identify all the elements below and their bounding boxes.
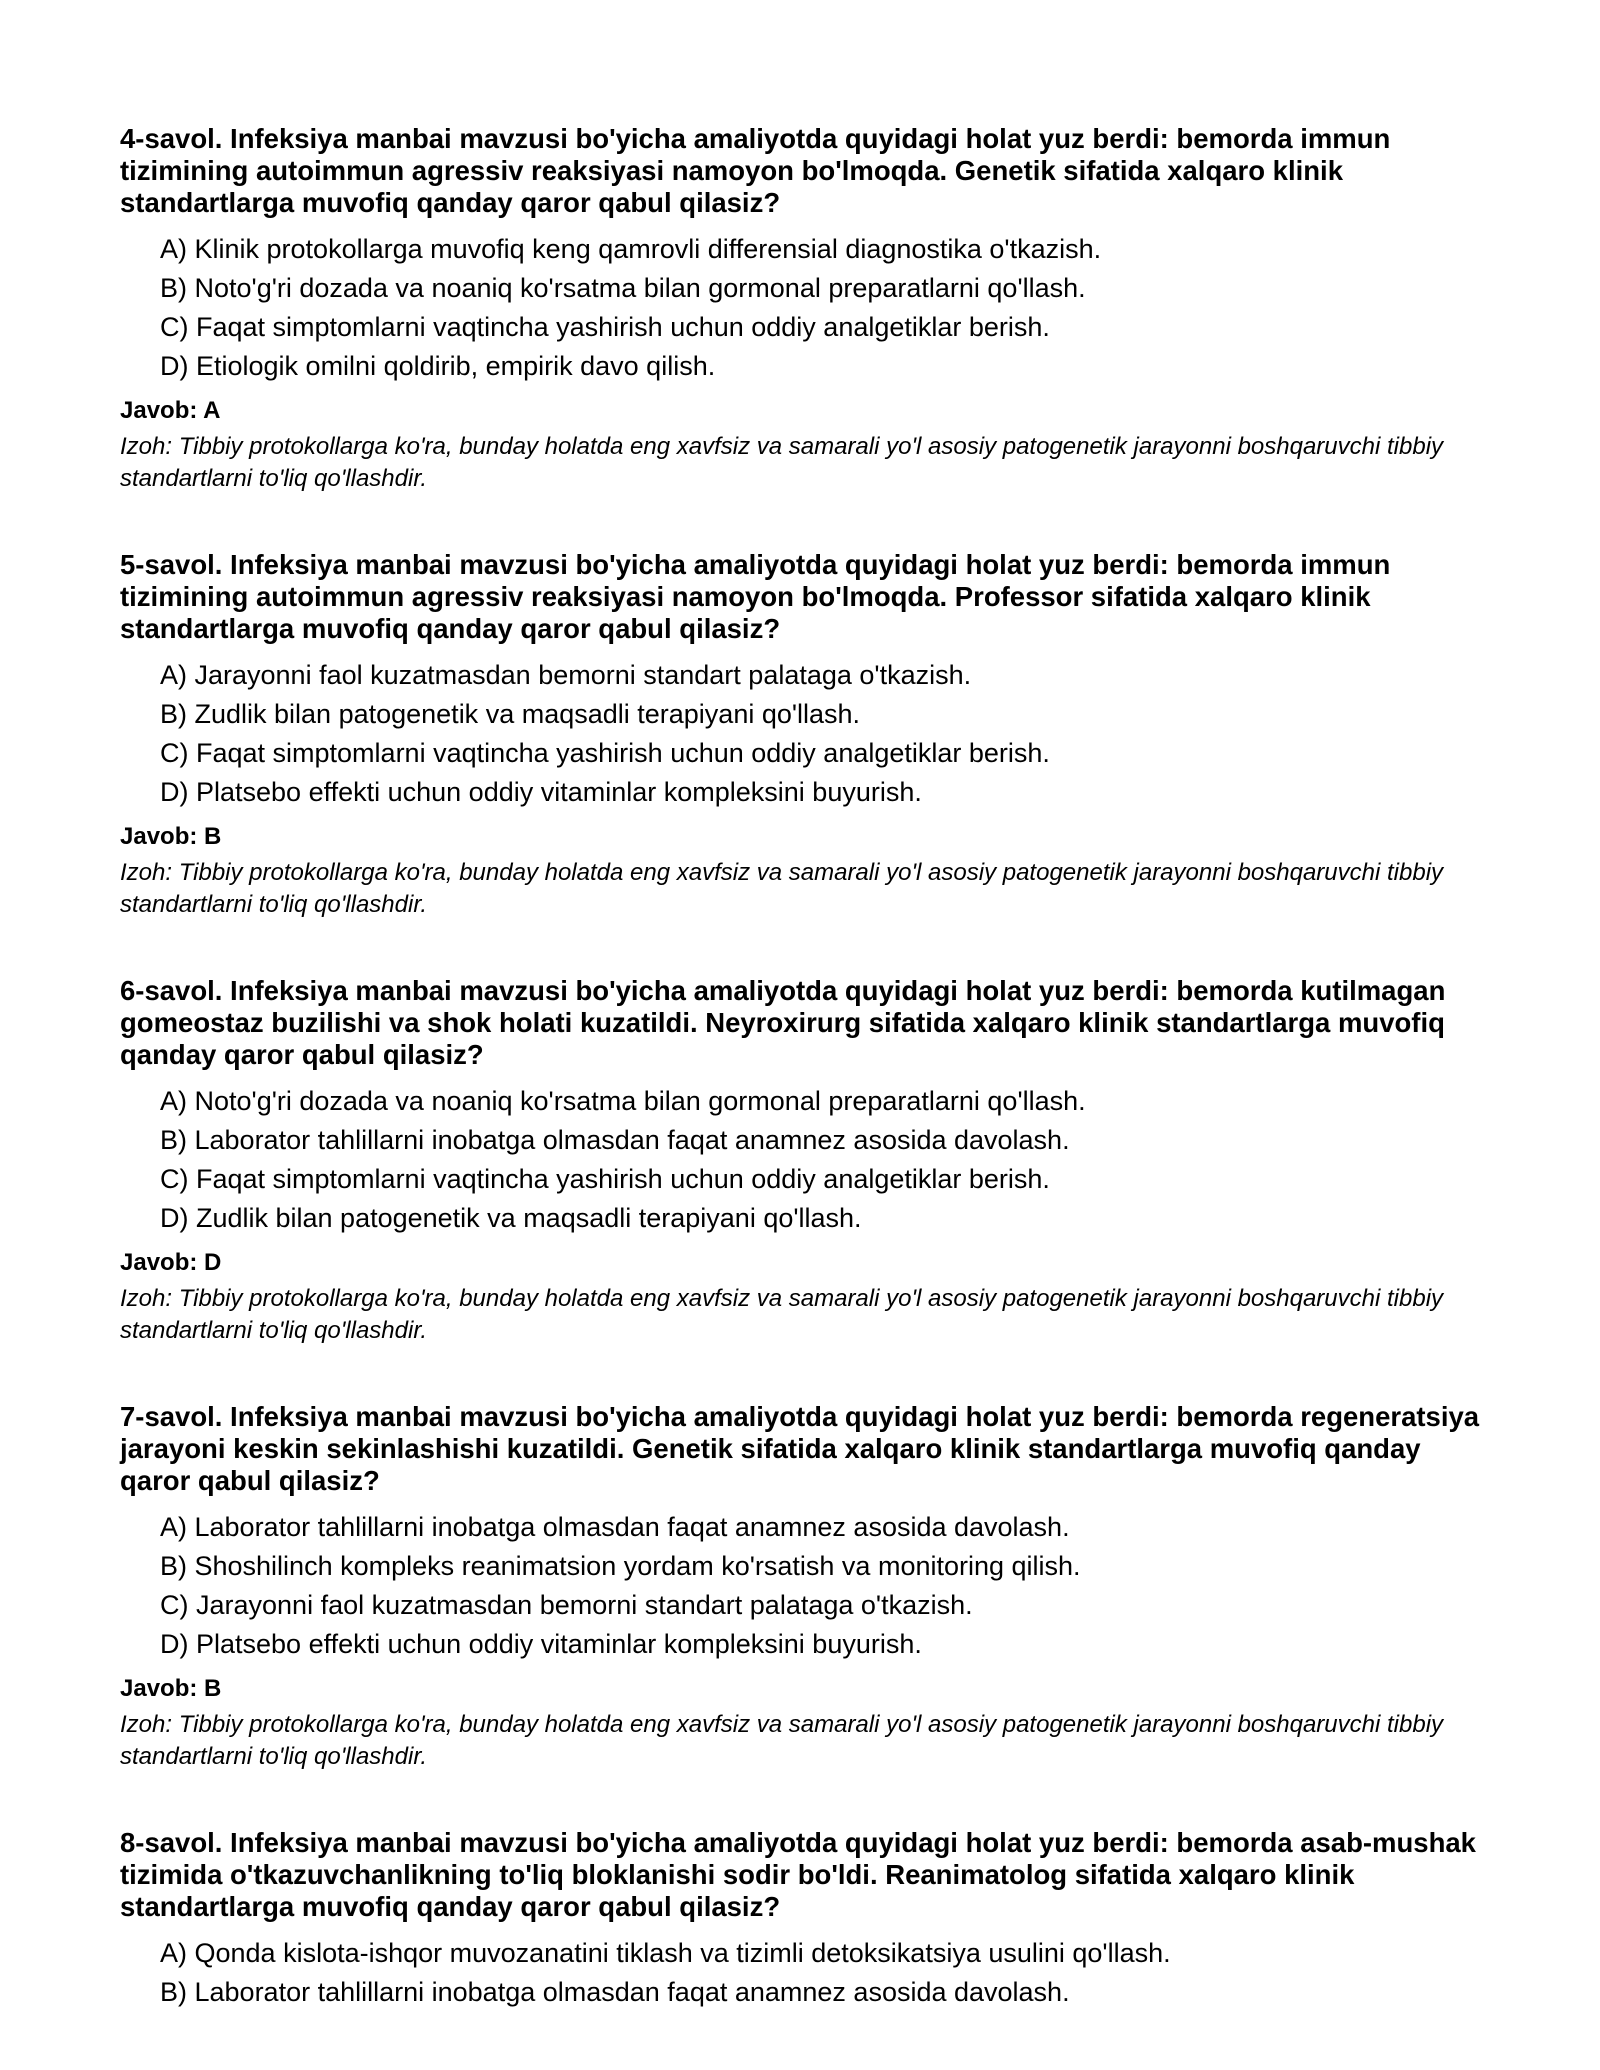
option-b: B) Laborator tahlillarni inobatga olmasdan faqat anamnez asosida davolash. bbox=[160, 1977, 1070, 2007]
option-a: A) Noto'g'ri dozada va noaniq ko'rsatma bilan gormonal preparatlarni qo'llash. bbox=[160, 1086, 1086, 1116]
option-d: D) Etiologik omilni qoldirib, empirik davo qilish. bbox=[160, 351, 716, 381]
option-list bbox=[120, 656, 1480, 812]
option-a: A) Qonda kislota-ishqor muvozanatini tiklash va tizimli detoksikatsiya usulini qo'llash. bbox=[160, 1938, 1171, 1968]
question-7 bbox=[120, 1401, 1480, 1773]
option-c: C) Faqat simptomlarni vaqtincha yashirish uchun oddiy analgetiklar berish. bbox=[160, 738, 1050, 768]
answer-label: Javob: B bbox=[120, 1675, 222, 1702]
question-title: 4-savol. Infeksiya manbai mavzusi bo'yicha amaliyotda quyidagi holat yuz berdi: bemorda immun tizimining autoimmun agressiv reaksiyasi namoyon bo'lmoqda. Genetik sifatida xalqaro klinik standartlarga muvofiq qanday qaror qabul qilasiz? bbox=[120, 123, 1391, 218]
explanation-note: Izoh: Tibbiy protokollarga ko'ra, bunday holatda eng xavfsiz va samarali yo'l asosiy patogenetik jarayonni boshqaruvchi tibbiy standartlarni to'liq qo'llashdir. bbox=[120, 1711, 1444, 1770]
option-a: A) Laborator tahlillarni inobatga olmasdan faqat anamnez asosida davolash. bbox=[160, 1512, 1070, 1542]
question-5 bbox=[120, 549, 1480, 921]
option-d: D) Platsebo effekti uchun oddiy vitaminlar kompleksini buyurish. bbox=[160, 1629, 922, 1659]
option-a: A) Jarayonni faol kuzatmasdan bemorni standart palataga o'tkazish. bbox=[160, 660, 972, 690]
option-b: B) Shoshilinch kompleks reanimatsion yordam ko'rsatish va monitoring qilish. bbox=[160, 1551, 1081, 1581]
option-d: D) Zudlik bilan patogenetik va maqsadli terapiyani qo'llash. bbox=[160, 1203, 862, 1233]
explanation-note: Izoh: Tibbiy protokollarga ko'ra, bunday holatda eng xavfsiz va samarali yo'l asosiy patogenetik jarayonni boshqaruvchi tibbiy standartlarni to'liq qo'llashdir. bbox=[120, 859, 1444, 918]
answer-label: Javob: A bbox=[120, 397, 221, 424]
answer-label: Javob: D bbox=[120, 1249, 222, 1276]
option-list bbox=[120, 1508, 1480, 1664]
question-8 bbox=[120, 1827, 1480, 2012]
explanation-note: Izoh: Tibbiy protokollarga ko'ra, bunday holatda eng xavfsiz va samarali yo'l asosiy patogenetik jarayonni boshqaruvchi tibbiy standartlarni to'liq qo'llashdir. bbox=[120, 1285, 1444, 1344]
question-title: 6-savol. Infeksiya manbai mavzusi bo'yicha amaliyotda quyidagi holat yuz berdi: bemorda kutilmagan gomeostaz buzilishi va shok holati kuzatildi. Neyroxirurg sifatida xalqaro klinik standartlarga muvofiq qanday qaror qabul qilasiz? bbox=[120, 975, 1446, 1070]
option-d: D) Platsebo effekti uchun oddiy vitaminlar kompleksini buyurish. bbox=[160, 777, 922, 807]
option-b: B) Laborator tahlillarni inobatga olmasdan faqat anamnez asosida davolash. bbox=[160, 1125, 1070, 1155]
option-list bbox=[120, 230, 1480, 386]
option-list bbox=[120, 1934, 1480, 2012]
option-c: C) Faqat simptomlarni vaqtincha yashirish uchun oddiy analgetiklar berish. bbox=[160, 1164, 1050, 1194]
option-c: C) Jarayonni faol kuzatmasdan bemorni standart palataga o'tkazish. bbox=[160, 1590, 973, 1620]
option-c: C) Faqat simptomlarni vaqtincha yashirish uchun oddiy analgetiklar berish. bbox=[160, 312, 1050, 342]
option-a: A) Klinik protokollarga muvofiq keng qamrovli differensial diagnostika o'tkazish. bbox=[160, 234, 1102, 264]
question-title: 7-savol. Infeksiya manbai mavzusi bo'yicha amaliyotda quyidagi holat yuz berdi: bemorda regeneratsiya jarayoni keskin sekinlashishi kuzatildi. Genetik sifatida xalqaro klinik standartlarga muvofiq qanday qaror qabul qilasiz? bbox=[120, 1401, 1480, 1496]
question-title: 8-savol. Infeksiya manbai mavzusi bo'yicha amaliyotda quyidagi holat yuz berdi: bemorda asab-mushak tizimida o'tkazuvchanlikning to'liq bloklanishi sodir bo'ldi. Reanimatolog sifatida xalqaro klinik standartlarga muvofiq qanday qaror qabul qilasiz? bbox=[120, 1827, 1476, 1922]
option-b: B) Zudlik bilan patogenetik va maqsadli terapiyani qo'llash. bbox=[160, 699, 861, 729]
question-6 bbox=[120, 975, 1480, 1347]
question-title: 5-savol. Infeksiya manbai mavzusi bo'yicha amaliyotda quyidagi holat yuz berdi: bemorda immun tizimining autoimmun agressiv reaksiyasi namoyon bo'lmoqda. Professor sifatida xalqaro klinik standartlarga muvofiq qanday qaror qabul qilasiz? bbox=[120, 549, 1391, 644]
question-4 bbox=[120, 123, 1480, 495]
option-list bbox=[120, 1082, 1480, 1238]
option-b: B) Noto'g'ri dozada va noaniq ko'rsatma bilan gormonal preparatlarni qo'llash. bbox=[160, 273, 1086, 303]
answer-label: Javob: B bbox=[120, 823, 222, 850]
explanation-note: Izoh: Tibbiy protokollarga ko'ra, bunday holatda eng xavfsiz va samarali yo'l asosiy patogenetik jarayonni boshqaruvchi tibbiy standartlarni to'liq qo'llashdir. bbox=[120, 433, 1444, 492]
